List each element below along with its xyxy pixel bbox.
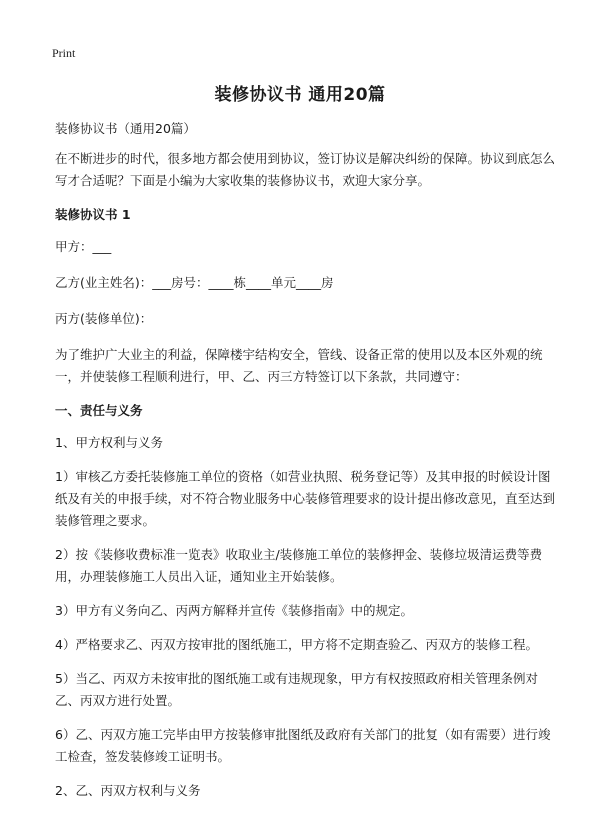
party-c-field: 丙方(装修单位)： <box>55 311 153 326</box>
document-body <box>55 118 555 814</box>
print-label: Print <box>52 46 76 60</box>
list-item: 2）按《装修收费标准一览表》收取业主/装修施工单位的装修押金、装修垃圾清运费等费用，办理装修施工人员出入证，通知业主开始装修。 <box>55 547 543 584</box>
list-item: 1）审核乙方委托装修施工单位的资格（如营业执照、税务登记等）及其申报的时候设计图纸及有关的申报手续，对不符合物业服务中心装修管理要求的设计提出修改意见，直至达到装修管理之要求。 <box>55 469 556 528</box>
section-heading: 装修协议书 1 <box>55 207 131 222</box>
list-item: 3）甲方有义务向乙、丙两方解释并宣传《装修指南》中的规定。 <box>55 603 413 618</box>
party-b-field: 乙方(业主姓名)：___房号：____栋____单元____房 <box>55 275 334 290</box>
list-item: 5）当乙、丙双方未按审批的图纸施工或有违规现象，甲方有权按照政府相关管理条例对乙、丙双方进行处置。 <box>55 671 538 708</box>
document-subtitle: 装修协议书（通用20篇） <box>55 121 196 136</box>
subsection-heading: 2、乙、丙双方权利与义务 <box>55 783 201 798</box>
party-a-field: 甲方：___ <box>55 239 112 254</box>
subsection-heading: 1、甲方权利与义务 <box>55 435 163 450</box>
purpose-paragraph: 为了维护广大业主的利益，保障楼宇结构安全，管线、设备正常的使用以及本区外观的统一，并使装修工程顺利进行，甲、乙、丙三方特签订以下条款，共同遵守： <box>55 347 543 384</box>
list-item: 6）乙、丙双方施工完毕由甲方按装修审批图纸及政府有关部门的批复（如有需要）进行竣工检查，签发装修竣工证明书。 <box>55 727 551 764</box>
list-item: 4）严格要求乙、丙双方按审批的图纸施工，甲方将不定期查验乙、丙双方的装修工程。 <box>55 637 538 652</box>
document-title: 装修协议书 通用20篇 <box>214 85 386 105</box>
chapter-heading: 一、责任与义务 <box>55 403 143 418</box>
intro-paragraph: 在不断进步的时代，很多地方都会使用到协议，签订协议是解决纠纷的保障。协议到底怎么写才合适呢？下面是小编为大家收集的装修协议书，欢迎大家分享。 <box>55 151 556 188</box>
